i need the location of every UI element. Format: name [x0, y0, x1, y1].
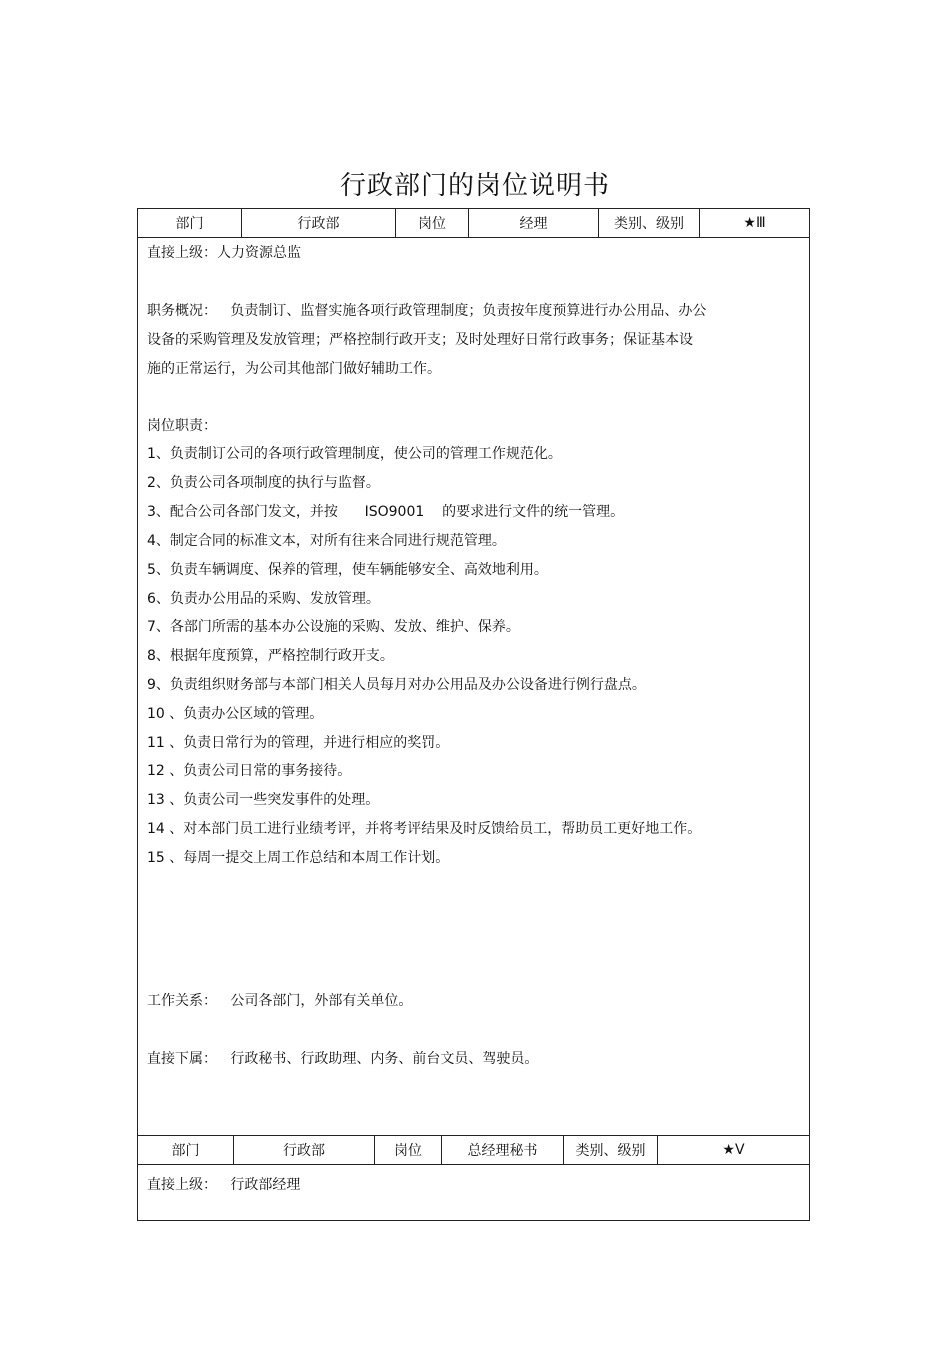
duty-item: 12 、负责公司日常的事务接待。	[147, 763, 352, 779]
duty-item: 3、配合公司各部门发文，并按 ISO9001 的要求进行文件的统一管理。	[147, 504, 625, 520]
job-description-table	[137, 208, 810, 1221]
duty-item: 8、根据年度预算，严格控制行政开支。	[147, 648, 394, 664]
post-value-cell: 总经理秘书	[442, 1136, 564, 1164]
duty-item: 2、负责公司各项制度的执行与监督。	[147, 475, 380, 491]
duty-item: 11 、负责日常行为的管理，并进行相应的奖罚。	[147, 735, 450, 751]
header-row-secretary	[138, 1135, 809, 1165]
duty-item: 6、负责办公用品的采购、发放管理。	[147, 591, 380, 607]
duty-item: 1、负责制订公司的各项行政管理制度，使公司的管理工作规范化。	[147, 446, 562, 462]
subordinates-line: 直接下属： 行政秘书、行政助理、内务、前台文员、驾驶员。	[147, 1051, 539, 1067]
summary-line: 施的正常运行，为公司其他部门做好辅助工作。	[147, 361, 441, 377]
dept-value-cell: 行政部	[234, 1136, 375, 1164]
document-title: 行政部门的岗位说明书	[339, 171, 610, 201]
category-label-cell: 类别、级别	[564, 1136, 658, 1164]
summary-line: 设备的采购管理及发放管理；严格控制行政开支；及时处理好日常行政事务；保证基本设	[147, 332, 693, 348]
manager-description-section	[138, 238, 809, 1135]
dept-label-cell: 部门	[138, 209, 242, 237]
duty-item: 4、制定合同的标准文本，对所有往来合同进行规范管理。	[147, 533, 506, 549]
post-value-cell: 经理	[469, 209, 599, 237]
post-label-cell: 岗位	[375, 1136, 442, 1164]
duty-item: 5、负责车辆调度、保养的管理，使车辆能够安全、高效地利用。	[147, 562, 548, 578]
duty-item: 13 、负责公司一些突发事件的处理。	[147, 792, 380, 808]
dept-value-cell: 行政部	[242, 209, 396, 237]
duties-title: 岗位职责：	[147, 418, 217, 434]
duty-item: 15 、每周一提交上周工作总结和本周工作计划。	[147, 850, 450, 866]
category-label-cell: 类别、级别	[599, 209, 700, 237]
duty-item: 9、负责组织财务部与本部门相关人员每月对办公用品及办公设备进行例行盘点。	[147, 677, 646, 693]
header-row-manager	[138, 209, 809, 238]
duty-item: 14 、对本部门员工进行业绩考评，并将考评结果及时反馈给员工，帮助员工更好地工作。	[147, 821, 702, 837]
summary-line: 职务概况： 负责制订、监督实施各项行政管理制度；负责按年度预算进行办公用品、办公	[147, 303, 707, 319]
category-value-cell: ★Ⅲ	[743, 215, 766, 231]
duty-item: 7、各部门所需的基本办公设施的采购、发放、维护、保养。	[147, 619, 520, 635]
superior-line: 直接上级：人力资源总监	[147, 245, 301, 261]
secretary-description-section	[138, 1165, 809, 1220]
duty-item: 10 、负责办公区域的管理。	[147, 706, 324, 722]
post-label-cell: 岗位	[396, 209, 469, 237]
relations-line: 工作关系： 公司各部门，外部有关单位。	[147, 993, 413, 1009]
dept-label-cell: 部门	[138, 1136, 234, 1164]
superior-line: 直接上级： 行政部经理	[147, 1177, 301, 1193]
category-value-cell: ★Ⅴ	[722, 1142, 745, 1158]
